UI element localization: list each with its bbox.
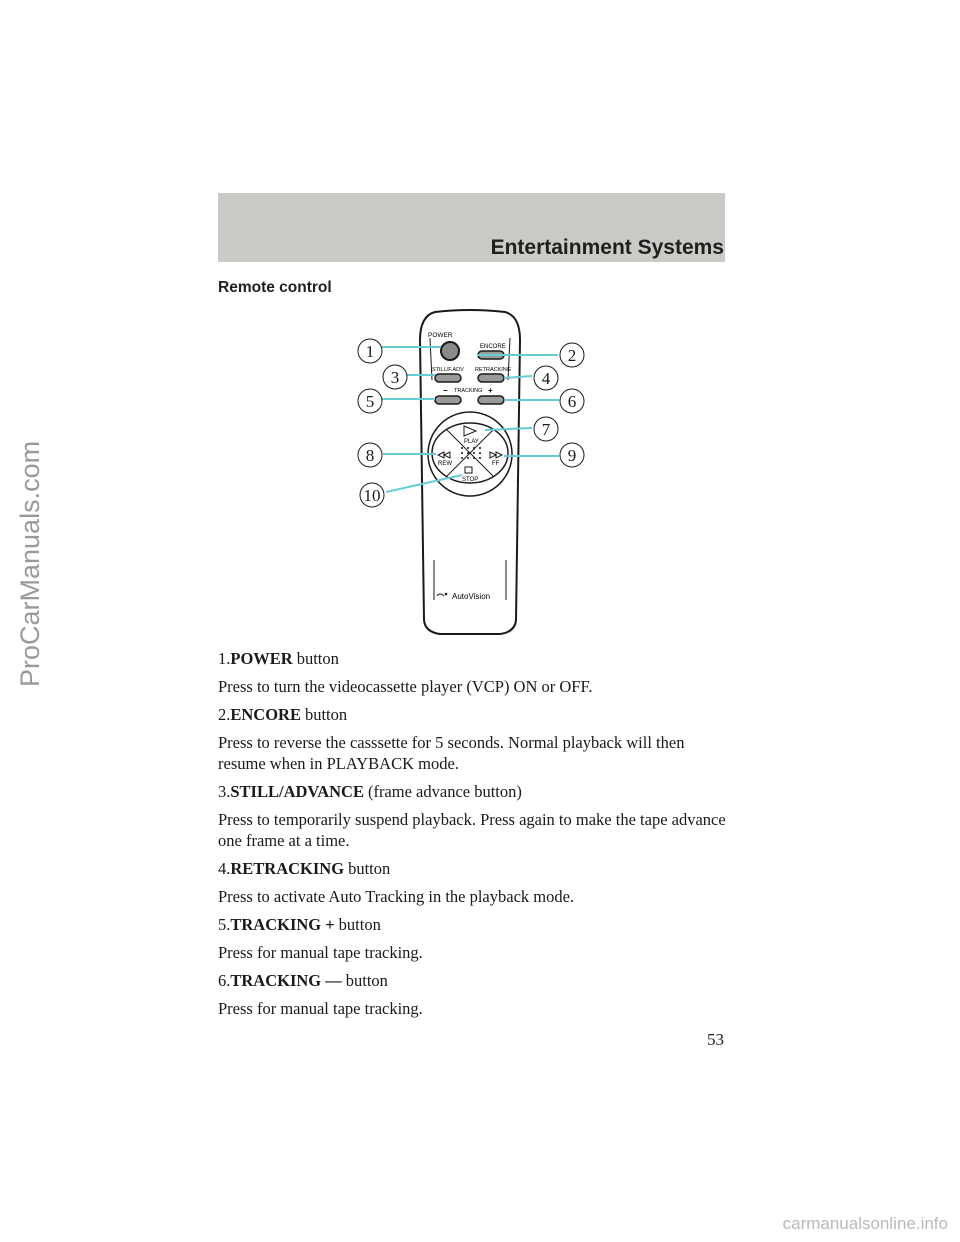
item-description: Press for manual tape tracking. <box>218 999 423 1018</box>
retracking-button <box>478 374 504 382</box>
callout-4-label: 4 <box>541 369 551 388</box>
page-number: 53 <box>707 1030 724 1049</box>
subheading: Remote control <box>218 279 332 296</box>
tracking-minus-button <box>435 396 461 404</box>
stop-label: STOP <box>462 477 479 483</box>
stop-icon <box>465 467 472 473</box>
item-heading: 5.TRACKING + button <box>218 915 381 934</box>
item-description: Press for manual tape tracking. <box>218 943 423 962</box>
brand-logo <box>437 594 444 596</box>
callout-7-label: 7 <box>541 420 551 439</box>
play-icon <box>464 426 476 436</box>
callout-2-label: 2 <box>567 346 577 365</box>
callout-8-label: 8 <box>365 446 375 465</box>
callout-9-label: 9 <box>567 446 577 465</box>
side-watermark: ProCarManuals.com <box>15 440 45 687</box>
item-heading: 2.ENCORE button <box>218 705 348 724</box>
encore-label: ENCORE <box>480 344 506 350</box>
ff-label: FF <box>492 461 500 467</box>
callout-6-label: 6 <box>567 392 577 411</box>
play-label: PLAY <box>464 439 479 445</box>
tracking-label: TRACKING <box>454 388 483 394</box>
remote-control-diagram <box>340 300 600 640</box>
callout-5-label: 5 <box>365 392 375 411</box>
retracking-label: RETRACKING <box>475 367 512 373</box>
item-heading: 3.STILL/ADVANCE (frame advance button) <box>218 782 522 801</box>
rew-label: REW <box>438 461 452 467</box>
ff-icon <box>490 452 502 458</box>
item-description: Press to turn the videocassette player (VCP) ON or OFF. <box>218 677 593 696</box>
item-description: Press to reverse the casssette for 5 seconds. Normal playback will then resume when in PLAYBACK mode. <box>218 733 685 773</box>
still-adv-button <box>435 374 461 382</box>
tracking-plus-button <box>478 396 504 404</box>
power-button <box>441 342 459 360</box>
item-heading: 1.POWER button <box>218 649 339 668</box>
rew-icon <box>438 452 450 458</box>
item-list <box>218 648 728 1026</box>
power-label: POWER <box>428 332 453 339</box>
brand-label: AutoVision <box>452 592 491 601</box>
callout-10-label: 10 <box>363 486 381 505</box>
section-title: Entertainment Systems <box>490 236 724 259</box>
callout-3-label: 3 <box>390 368 400 387</box>
callout-1-label: 1 <box>365 342 375 361</box>
tracking-minus-label: − <box>443 386 448 395</box>
still-adv-label: STILL/F.ADV <box>432 367 464 373</box>
remote-body <box>420 310 520 634</box>
item-description: Press to activate Auto Tracking in the playback mode. <box>218 887 575 906</box>
speaker-grille <box>461 447 481 459</box>
item-heading: 4.RETRACKING button <box>218 859 391 878</box>
footer-watermark[interactable]: carmanualsonline.info <box>782 1214 948 1233</box>
item-description: Press to temporarily suspend playback. Press again to make the tape advance one frame at a time. <box>218 810 726 850</box>
item-heading: 6.TRACKING — button <box>218 971 388 990</box>
tracking-plus-label: + <box>488 386 493 395</box>
